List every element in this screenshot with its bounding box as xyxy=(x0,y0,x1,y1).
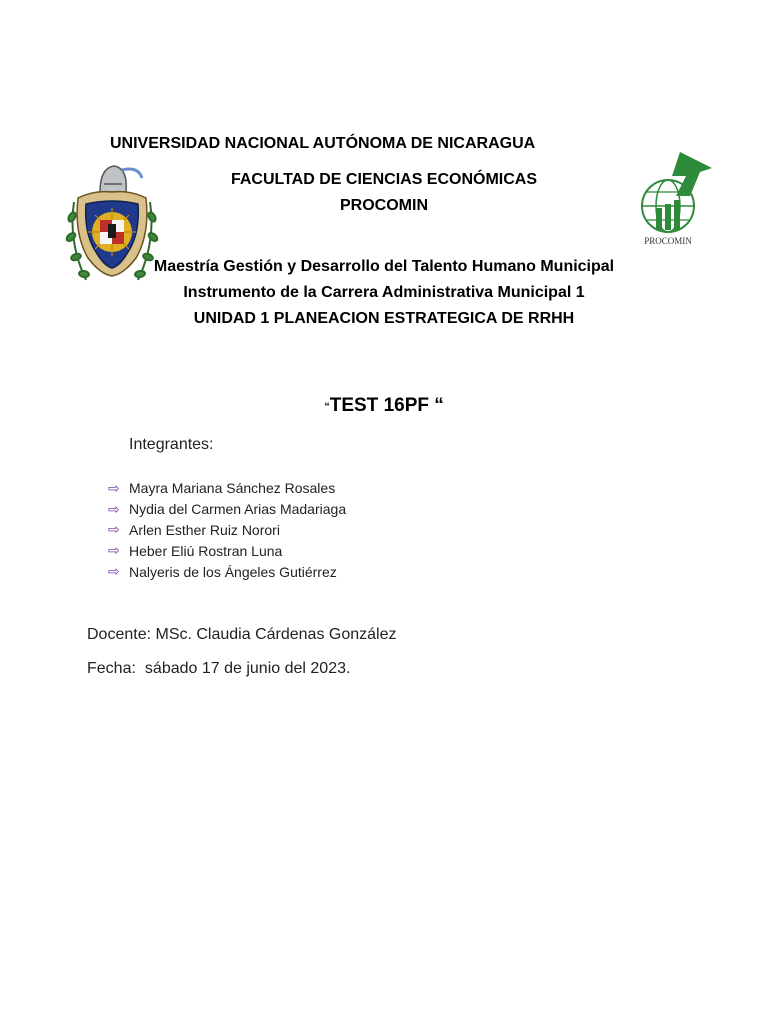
course-title: Instrumento de la Carrera Administrativa Municipal 1 xyxy=(183,284,585,301)
arrow-bullet-icon: ⇨ xyxy=(108,542,120,559)
arrow-bullet-icon: ⇨ xyxy=(108,500,120,517)
date-line xyxy=(87,660,350,678)
teacher-line: Docente: MSc. Claudia Cárdenas González xyxy=(87,626,397,643)
member-name: Nydia del Carmen Arias Madariaga xyxy=(129,501,347,518)
arrow-bullet-icon: ⇨ xyxy=(108,479,120,496)
members-label: Integrantes: xyxy=(129,436,214,453)
list-item xyxy=(108,499,346,520)
arrow-bullet-icon: ⇨ xyxy=(108,563,120,580)
member-name: Mayra Mariana Sánchez Rosales xyxy=(129,480,336,497)
title-open-quote: “ xyxy=(324,401,330,413)
document-title xyxy=(0,395,768,417)
faculty-name: FACULTAD DE CIENCIAS ECONÓMICAS xyxy=(230,171,538,188)
master-program-title: Maestría Gestión y Desarrollo del Talento Humano Municipal xyxy=(153,258,615,275)
date-label: Fecha: xyxy=(87,660,136,677)
member-name: Heber Eliú Rostran Luna xyxy=(129,542,283,559)
member-name: Arlen Esther Ruiz Norori xyxy=(129,521,280,538)
unit-title: UNIDAD 1 PLANEACION ESTRATEGICA DE RRHH xyxy=(193,310,575,327)
university-name: UNIVERSIDAD NACIONAL AUTÓNOMA DE NICARAGUA xyxy=(110,135,536,152)
date-value: sábado 17 de junio del 2023. xyxy=(144,660,351,677)
list-item xyxy=(108,478,346,499)
title-text: TEST 16PF “ xyxy=(329,395,444,416)
procomin-logo-caption: PROCOMIN xyxy=(644,236,692,246)
program-name: PROCOMIN xyxy=(340,197,428,214)
arrow-bullet-icon: ⇨ xyxy=(108,521,120,538)
list-item xyxy=(108,520,346,541)
member-name: Nalyeris de los Ángeles Gutiérrez xyxy=(129,563,337,580)
members-list xyxy=(108,478,346,582)
list-item xyxy=(108,540,346,561)
list-item xyxy=(108,561,346,582)
